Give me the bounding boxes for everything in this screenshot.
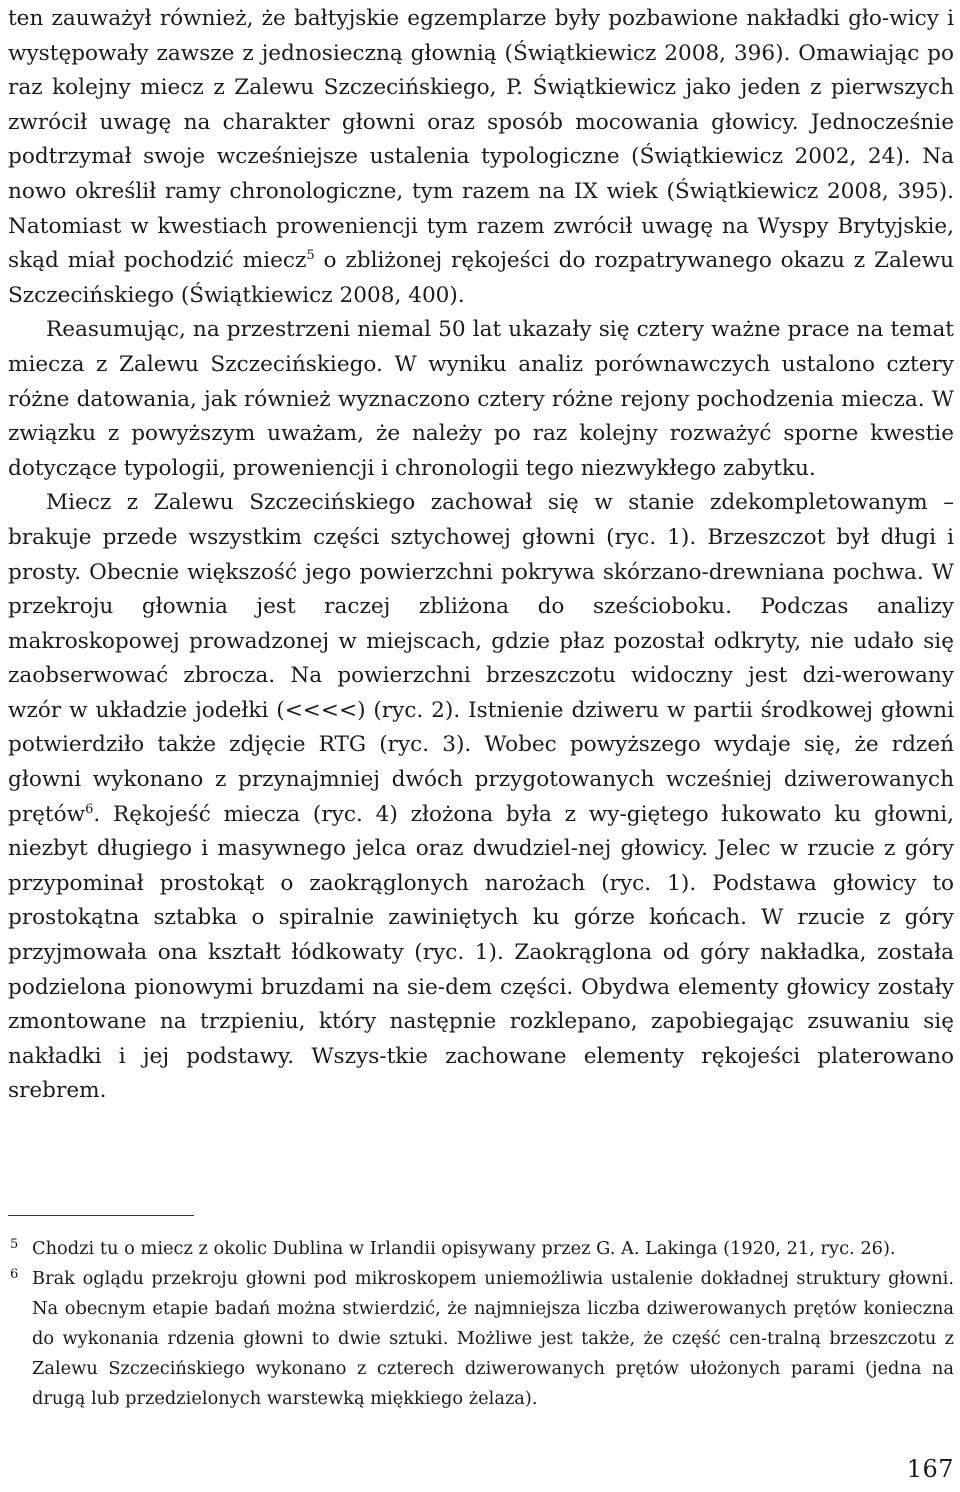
- footnote-ref-6[interactable]: 6: [85, 801, 94, 817]
- footnote-5-number: 5: [10, 1237, 19, 1252]
- page: [8, 0, 954, 1483]
- page-number: 167: [906, 1455, 954, 1483]
- footnote-6-text: Brak oglądu przekroju głowni pod mikroskopem uniemożliwia ustalenie dokładnej struktury głowni. Na obecnym etapie badań można stwierdzić, że najmniejsza liczba dziwerowanych prętów konieczna do wykonania rdzenia głowni to dwie sztuki. Możliwe jest także, że część cen-tralną brzeszczotu z Zalewu Szczecińskiego wykonano z czterech dziwerowanych prętów ułożonych parami (jedna na drugą lub przedzielonych warstewką miękkiego żelaza).: [32, 1268, 954, 1409]
- paragraph-1: [8, 2, 954, 313]
- footnotes: [8, 1234, 954, 1414]
- paragraph-1-text-b: o zbliżonej rękojeści do rozpatrywanego okazu z Zalewu Szczecińskiego (Świątkiewicz 2008, 400).: [8, 248, 954, 308]
- paragraph-3-text-b: . Rękojeść miecza (ryc. 4) złożona była z wy-giętego łukowato ku głowni, niezbyt długiego i masywnego jelca oraz dwudziel-nej głowicy. Jelec w rzucie z góry przypominał prostokąt o zaokrąglonych narożach (ryc. 1). Podstawa głowicy to prostokątna sztabka o spiralnie zawiniętych ku górze końcach. W rzucie z góry przyjmowała ona kształt łódkowaty (ryc. 1). Zaokrąglona od góry nakładka, została podzielona pionowymi bruzdami na sie-dem części. Obydwa elementy głowicy zostały zmontowane na trzpieniu, który następnie rozklepano, zapobiegając zsuwaniu się nakładki i jej podstawy. Wszys-tkie zachowane elementy rękojeści platerowano srebrem.: [8, 801, 954, 1104]
- footnote-6: [8, 1264, 954, 1414]
- paragraph-3-text-a: Miecz z Zalewu Szczecińskiego zachował się w stanie zdekompletowanym – brakuje przede wszystkim części sztychowej głowni (ryc. 1). Brzeszczot był długi i prosty. Obecnie większość jego powierzchni pokrywa skórzano-drewniana pochwa. W przekroju głownia jest raczej zbliżona do sześcioboku. Podczas analizy makroskopowej prowadzonej w miejscach, gdzie płaz pozostał odkryty, nie udało się zaobserwować zbrocza. Na powierzchni brzeszczotu widoczny jest dzi-werowany wzór w układzie jodełki (<<<<) (ryc. 2). Istnienie dziweru w partii środkowej głowni potwierdziło także zdjęcie RTG (ryc. 3). Wobec powyższego wydaje się, że rdzeń głowni wykonano z przynajmniej dwóch przygotowanych wcześniej dziwerowanych prętów: [8, 490, 954, 827]
- paragraph-3: [8, 486, 954, 1109]
- footnote-6-number: 6: [10, 1267, 19, 1282]
- footnote-5-text: Chodzi tu o miecz z okolic Dublina w Irlandii opisywany przez G. A. Lakinga (1920, 21, ryc. 26).: [32, 1238, 896, 1259]
- footnote-ref-5[interactable]: 5: [306, 247, 315, 263]
- body-text: [8, 2, 954, 1109]
- footnote-5: [8, 1234, 954, 1264]
- footnote-separator: [8, 1215, 194, 1216]
- paragraph-2: Reasumując, na przestrzeni niemal 50 lat ukazały się cztery ważne prace na temat miecza z Zalewu Szczecińskiego. W wyniku analiz porównawczych ustalono cztery różne datowania, jak również wyznaczono cztery różne rejony pochodzenia miecza. W związku z powyższym uważam, że należy po raz kolejny rozważyć sporne kwestie dotyczące typologii, proweniencji i chronologii tego niezwykłego zabytku.: [8, 317, 954, 481]
- paragraph-1-text-a: ten zauważył również, że bałtyjskie egzemplarze były pozbawione nakładki gło-wicy i występowały zawsze z jednosieczną głownią (Świątkiewicz 2008, 396). Omawiając po raz kolejny miecz z Zalewu Szczecińskiego, P. Świątkiewicz jako jeden z pierwszych zwrócił uwagę na charakter głowni oraz sposób mocowania głowicy. Jednocześnie podtrzymał swoje wcześniejsze ustalenia typologiczne (Świątkiewicz 2002, 24). Na nowo określił ramy chronologiczne, tym razem na IX wiek (Świątkiewicz 2008, 395). Natomiast w kwestiach proweniencji tym razem zwrócił uwagę na Wyspy Brytyjskie, skąd miał pochodzić miecz: [8, 6, 954, 274]
